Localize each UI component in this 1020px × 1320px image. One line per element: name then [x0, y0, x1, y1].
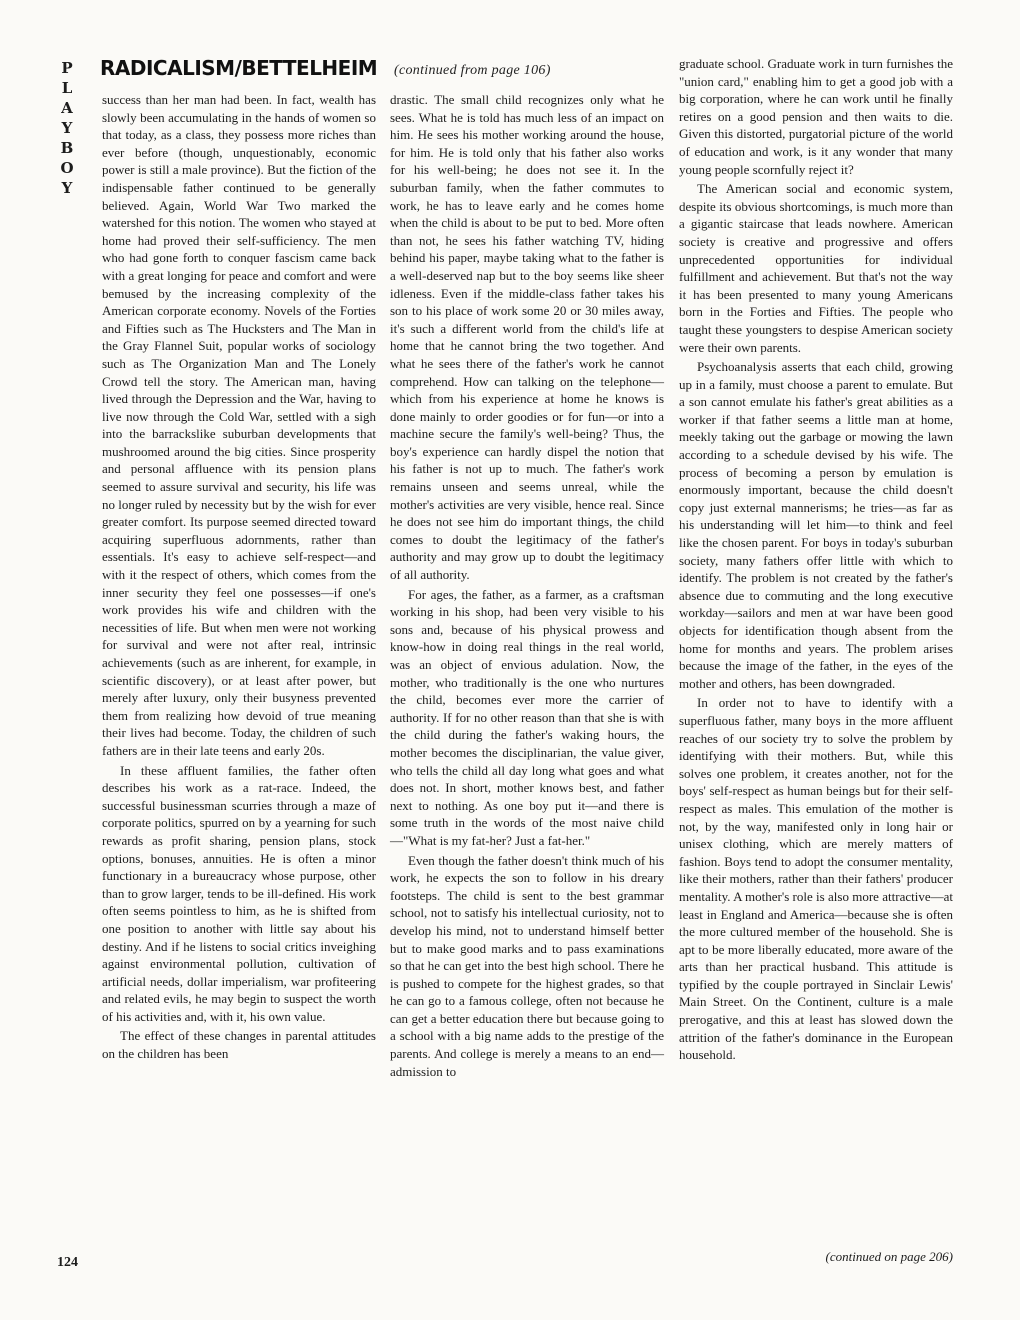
paragraph: The American social and economic system, despite its obvious shortcomings, is much more than a gigantic staircase that leads nowhere. American society is creative and progressive and offers unprecedented opportunities for individual fulfillment and achievement. But that's not the way it has been presented to many young Americans born in the Forties and Fifties. The people who taught these youngsters to despise American society were their own parents.	[679, 181, 953, 355]
continued-from-note: (continued from page 106)	[394, 63, 551, 78]
paragraph: success than her man had been. In fact, wealth has slowly been accumulating in the hands of women so that today, as a class, they possess more riches than ever before (though, unquestionably, economic power is still a male province). But the fiction of the indispensable father continued to be generally believed. Again, World War Two marked the watershed for this notion. The women who stayed at home had proved their self-sufficiency. The men who had gone forth to conquer fascism came back with a great longing for peace and comfort and were bemused by the increasing complexity of the American corporate economy. Novels of the Forties and Fifties such as The Hucksters and The Man in the Gray Flannel Suit, popular works of sociology such as The Organization Man and The Lonely Crowd tell the story. The American man, having lived through the Depression and the War, having to live now through the Cold War, settled with a sigh into the barrackslike suburban developments that mushroomed around the big cities. Since prosperity and personal affluence with its pension plans seemed to assure survival and security, his life was no longer ruled by necessity but by the wish for ever greater comfort. Its purpose seemed directed toward acquiring superfluous adornments, rather than essentials. It's easy to achieve self-respect—and with it the respect of others, which comes from the inner security they feel one possesses—if one's work provides his wife and children with the necessities of life. But when men were not working for survival and were not after real, intrinsic achievements (such as are inherent, for example, in scientific discovery), or at least after power, but merely after luxury, only their busyness prevented them from realizing how devoid of true meaning their lives had become. Today, the children of such fathers are in their late teens and early 20s.	[102, 92, 376, 758]
text-column-3	[679, 55, 953, 1279]
paragraph: In these affluent families, the father often describes his work as a rat-race. Indeed, the successful businessman scurries through a maze of corporate politics, spurred on by a yearning for such rewards as profit sharing, pension plans, stock options, bonuses, annuities. He is often a minor functionary in a bureaucracy whose purpose, other than to grow larger, tends to be ill-defined. His work often seems pointless to him, as he is shifted from one position to another with little say about his destiny. And if he listens to social critics inveighing against environmental pollution, cultivation of artificial needs, dollar imperialism, war profiteering and related evils, he may begin to suspect the worth of his activities and, with it, his own value.	[102, 762, 376, 1024]
article-headline: RADICALISM/BETTELHEIM	[100, 56, 378, 80]
text-column-1	[102, 91, 376, 1279]
page-number: 124	[57, 1255, 78, 1270]
paragraph: The effect of these changes in parental attitudes on the children has been	[102, 1028, 376, 1062]
paragraph: drastic. The small child recognizes only what he sees. What he is told has much less of an impact on him. He sees his mother working around the house, for him. He is told only that his father also works for his well-being; he does not see it. In the suburban family, when the father commutes to work, he has to leave early and he comes home when the child is about to be put to bed. More often than not, he sees his father watching TV, hiding behind his paper, maybe taking what to the father is a well-deserved nap but to the boy seems like sheer idleness. Even if the middle-class father takes his son to his place of work some 20 or 30 miles away, it's such a different world from the child's life at home that he cannot bring the two together. And what he sees there of the father's work he cannot comprehend. How can talking on the telephone—which from his experience at home he knows is done mainly to order goodies or for fun—or into a machine secure the family's well-being? Thus, the boy's experience can hardly dispel the notion that his father is not up to much. The father's work remains unseen and seems unreal, while the mother's activities are very visible, hence real. Since he does not see him do important things, the child comes to doubt the legitimacy of the father's authority and may grow up to doubt the legitimacy of all authority.	[390, 92, 664, 583]
paragraph: For ages, the father, as a farmer, as a craftsman working in his shop, had been very visible to his sons and, because of his physical prowess and know-how in doing real things in the real world, was an object of envious adulation. Now, the mother, who traditionally is the one who nurtures the child, becomes ever more the carrier of authority. If for no other reason than that she is with the child during the father's waking hours, the mother becomes the disciplinarian, the value giver, who tells the child all day long what goes and what does not. In short, mother knows best, and father next to nothing. As one boy put it—and there is some truth in the words of the most naive child—"What is my fat-her? Just a fat-her."	[390, 586, 664, 848]
text-column-2	[390, 91, 664, 1279]
paragraph: Even though the father doesn't think much of his work, he expects the son to follow in his dreary footsteps. The child is sent to the best grammar school, not to satisfy his intellectual curiosity, not to develop his mind, not to understand himself better but to make good marks and to pass examinations so that he can get into the best high school. There he is pushed to compete for the highest grades, so that he can go to a famous college, often not because he can get a better education there but because going to a school with a big name adds to the prestige of the parents. And college is merely a means to an end—admission to	[390, 852, 664, 1079]
continued-on-note: (continued on page 206)	[825, 1249, 953, 1264]
paragraph: Psychoanalysis asserts that each child, growing up in a family, must choose a parent to emulate. But a son cannot emulate his father's great abilities as a worker if that father seems a little man at home, meekly taking out the garbage or mowing the lawn according to a schedule devised by his wife. The process of becoming a person by emulation is enormously important, because the child doesn't copy just external mannerisms; he tries—as far as his understanding will let him—to think and feel like the chosen parent. For boys in today's suburban society, many fathers offer little with which to identify. The problem is not created by the father's absence due to commuting and the long executive workday—sailors and men at war have been good objects for identification though absent from the home for months and years. The problem arises because the image of the father, in the eyes of the mother and others, has been downgraded.	[679, 359, 953, 691]
magazine-name-vertical: P L A Y B O Y	[60, 59, 74, 197]
paragraph: In order not to have to identify with a superfluous father, many boys in the more affluent reaches of our society try to solve the problem by identifying with their mothers. But, while this solves one problem, it creates another, not for the boys' self-respect as human beings but for their self-respect as males. This emulation of the mother is not, by the way, manifested only in long hair or unisex clothing, which are merely matters of fashion. Boys tend to adopt the consumer mentality, like their mothers, rather than their fathers' producer mentality. A mother's role is also more attractive—at least in England and America—because she is often the more cultured member of the household. She is apt to be more liberally educated, more aware of the arts than her practical husband. This attitude is typified by the couple portrayed in Sinclair Lewis' Main Street. On the Continent, culture is a male prerogative, and this at least has slowed down the attrition of the father's dominance in the European household.	[679, 695, 953, 1063]
paragraph: graduate school. Graduate work in turn furnishes the "union card," enabling him to get a good job with a big corporation, where he can work until he finally retires on a good pension and then waits to die. Given this distorted, purgatorial picture of the world of education and work, is it any wonder that many young people scornfully reject it?	[679, 56, 953, 177]
